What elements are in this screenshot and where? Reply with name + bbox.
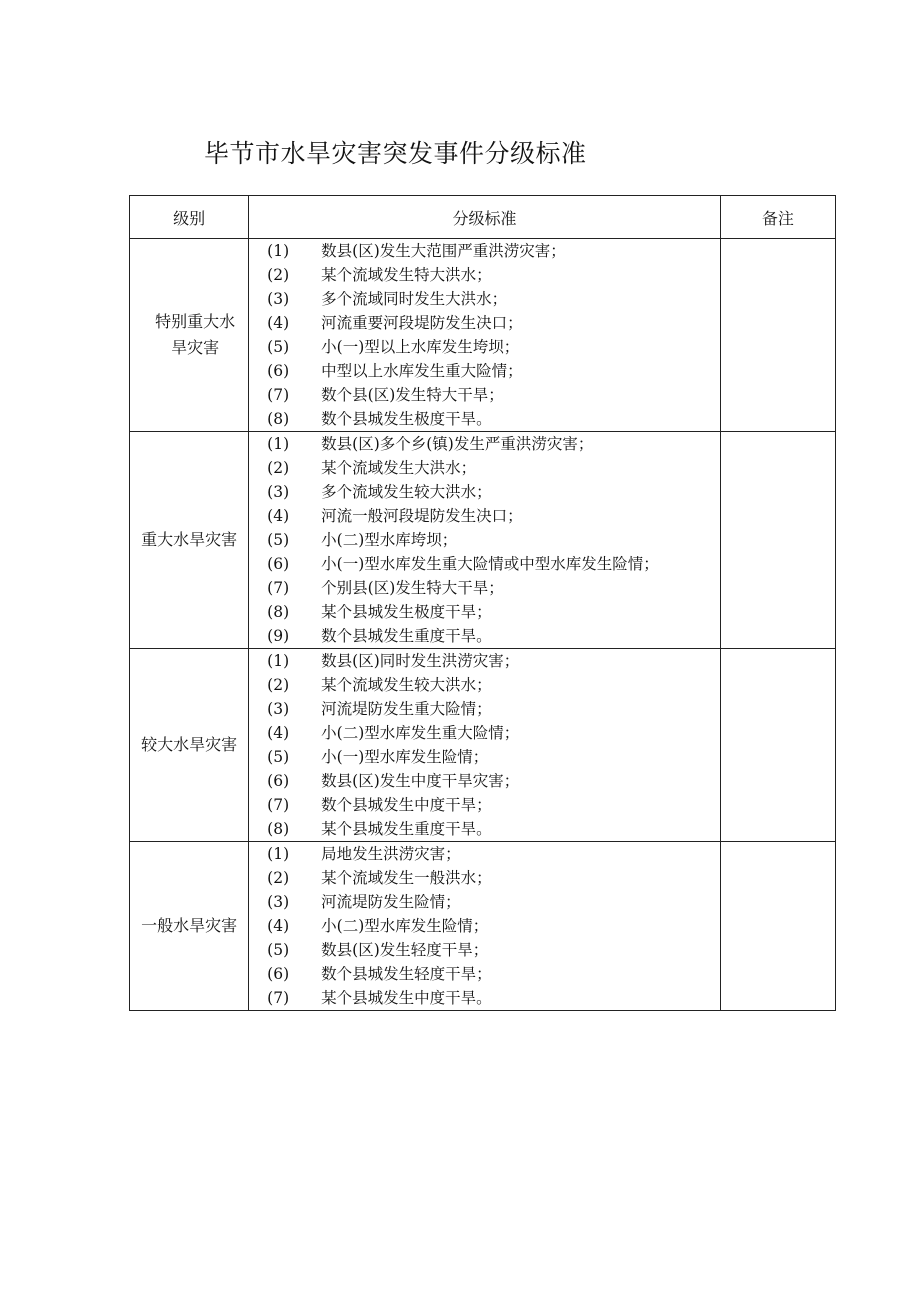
- criterion-item: [249, 311, 720, 335]
- level-label: 一般水旱灾害: [130, 842, 249, 1011]
- criterion-number: (4): [267, 917, 290, 935]
- table-row: [130, 239, 836, 432]
- table-row: [130, 649, 836, 842]
- criterion-text: 河流堤防发生险情；: [321, 893, 461, 911]
- criterion-item: [249, 866, 720, 890]
- criterion-number: (5): [267, 338, 290, 356]
- grading-standard-table: [129, 195, 836, 1011]
- remark-cell: [720, 649, 835, 842]
- criterion-number: (2): [267, 266, 290, 284]
- criterion-item: [249, 480, 720, 504]
- remark-cell: [720, 432, 835, 649]
- criterion-number: (5): [267, 531, 290, 549]
- criterion-number: (2): [267, 869, 290, 887]
- page-title: 毕节市水旱灾害突发事件分级标准: [204, 139, 587, 168]
- criterion-number: (1): [267, 652, 290, 670]
- criterion-text: 数个县城发生重度干旱。: [321, 627, 492, 645]
- criterion-number: (1): [267, 435, 290, 453]
- criterion-item: [249, 890, 720, 914]
- criterion-item: [249, 649, 720, 673]
- criterion-number: (4): [267, 724, 290, 742]
- criterion-item: [249, 624, 720, 648]
- criterion-item: [249, 263, 720, 287]
- criterion-text: 数县(区)发生轻度干旱；: [321, 941, 489, 959]
- criterion-number: (2): [267, 676, 290, 694]
- criterion-text: 河流一般河段堤防发生决口；: [321, 507, 523, 525]
- criterion-number: (9): [267, 627, 290, 645]
- criteria-list: [249, 432, 720, 648]
- criterion-text: 某个县城发生重度干旱。: [321, 820, 492, 838]
- criterion-number: (6): [267, 555, 290, 573]
- criterion-item: [249, 769, 720, 793]
- criteria-cell: [249, 432, 721, 649]
- criterion-item: [249, 673, 720, 697]
- criterion-item: [249, 914, 720, 938]
- criterion-item: [249, 504, 720, 528]
- criterion-number: (8): [267, 603, 290, 621]
- remark-cell: [720, 842, 835, 1011]
- level-label: 重大水旱灾害: [130, 432, 249, 649]
- criterion-text: 局地发生洪涝灾害；: [321, 845, 461, 863]
- criteria-cell: [249, 842, 721, 1011]
- criterion-text: 数县(区)发生大范围严重洪涝灾害；: [321, 242, 566, 260]
- criterion-item: [249, 962, 720, 986]
- criterion-item: [249, 600, 720, 624]
- criterion-text: 数个县城发生轻度干旱；: [321, 965, 492, 983]
- criterion-text: 某个县城发生中度干旱。: [321, 989, 492, 1007]
- criterion-text: 数个县(区)发生特大干旱；: [321, 386, 504, 404]
- table-row: [130, 842, 836, 1011]
- criterion-item: [249, 986, 720, 1010]
- criteria-cell: [249, 649, 721, 842]
- table-header-row: [130, 196, 836, 239]
- criterion-number: (7): [267, 386, 290, 404]
- criterion-number: (4): [267, 507, 290, 525]
- criterion-text: 河流堤防发生重大险情；: [321, 700, 492, 718]
- criterion-text: 小(一)型以上水库发生垮坝；: [321, 338, 520, 356]
- criterion-number: (4): [267, 314, 290, 332]
- criterion-text: 小(二)型水库发生险情；: [321, 917, 489, 935]
- criterion-item: [249, 432, 720, 456]
- criterion-item: [249, 745, 720, 769]
- criterion-item: [249, 359, 720, 383]
- criterion-number: (7): [267, 579, 290, 597]
- criterion-text: 小(一)型水库发生险情；: [321, 748, 489, 766]
- criterion-number: (8): [267, 410, 290, 428]
- header-standard: 分级标准: [249, 196, 721, 239]
- criterion-number: (3): [267, 290, 290, 308]
- criterion-text: 河流重要河段堤防发生决口；: [321, 314, 523, 332]
- criterion-text: 多个流域发生较大洪水；: [321, 483, 492, 501]
- criterion-number: (2): [267, 459, 290, 477]
- criterion-text: 数县(区)同时发生洪涝灾害；: [321, 652, 520, 670]
- criterion-item: [249, 407, 720, 431]
- criterion-item: [249, 938, 720, 962]
- criterion-number: (6): [267, 772, 290, 790]
- criterion-text: 小(二)型水库发生重大险情；: [321, 724, 520, 742]
- criterion-item: [249, 552, 720, 576]
- level-label: 较大水旱灾害: [130, 649, 249, 842]
- criterion-item: [249, 335, 720, 359]
- criteria-list: [249, 842, 720, 1010]
- header-level: 级别: [130, 196, 249, 239]
- criterion-number: (5): [267, 941, 290, 959]
- criterion-text: 某个流域发生大洪水；: [321, 459, 477, 477]
- criteria-list: [249, 649, 720, 841]
- criterion-text: 某个流域发生特大洪水；: [321, 266, 492, 284]
- criterion-item: [249, 383, 720, 407]
- criterion-text: 小(二)型水库垮坝；: [321, 531, 458, 549]
- criterion-number: (8): [267, 820, 290, 838]
- criterion-number: (3): [267, 700, 290, 718]
- criterion-text: 某个县城发生极度干旱；: [321, 603, 492, 621]
- criterion-text: 数县(区)发生中度干旱灾害；: [321, 772, 520, 790]
- criterion-text: 数个县城发生极度干旱。: [321, 410, 492, 428]
- criterion-number: (5): [267, 748, 290, 766]
- criterion-item: [249, 287, 720, 311]
- criterion-item: [249, 793, 720, 817]
- criterion-number: (6): [267, 965, 290, 983]
- criterion-number: (1): [267, 242, 290, 260]
- criterion-item: [249, 842, 720, 866]
- criterion-item: [249, 817, 720, 841]
- criterion-text: 个别县(区)发生特大干旱；: [321, 579, 504, 597]
- criterion-text: 中型以上水库发生重大险情；: [321, 362, 523, 380]
- criterion-text: 某个流域发生一般洪水；: [321, 869, 492, 887]
- criterion-item: [249, 721, 720, 745]
- criterion-item: [249, 697, 720, 721]
- criterion-item: [249, 456, 720, 480]
- criteria-list: [249, 239, 720, 431]
- remark-cell: [720, 239, 835, 432]
- criteria-cell: [249, 239, 721, 432]
- criterion-text: 某个流域发生较大洪水；: [321, 676, 492, 694]
- header-remark: 备注: [720, 196, 835, 239]
- criterion-item: [249, 576, 720, 600]
- criterion-text: 数个县城发生中度干旱；: [321, 796, 492, 814]
- criterion-number: (3): [267, 893, 290, 911]
- criterion-text: 小(一)型水库发生重大险情或中型水库发生险情；: [321, 555, 659, 573]
- criterion-item: [249, 239, 720, 263]
- level-label: 特别重大水旱灾害: [130, 239, 249, 432]
- table-row: [130, 432, 836, 649]
- criterion-number: (7): [267, 796, 290, 814]
- criterion-number: (6): [267, 362, 290, 380]
- criterion-item: [249, 528, 720, 552]
- criterion-text: 数县(区)多个乡(镇)发生严重洪涝灾害；: [321, 435, 594, 453]
- criterion-number: (1): [267, 845, 290, 863]
- criterion-number: (7): [267, 989, 290, 1007]
- criterion-number: (3): [267, 483, 290, 501]
- criterion-text: 多个流域同时发生大洪水；: [321, 290, 508, 308]
